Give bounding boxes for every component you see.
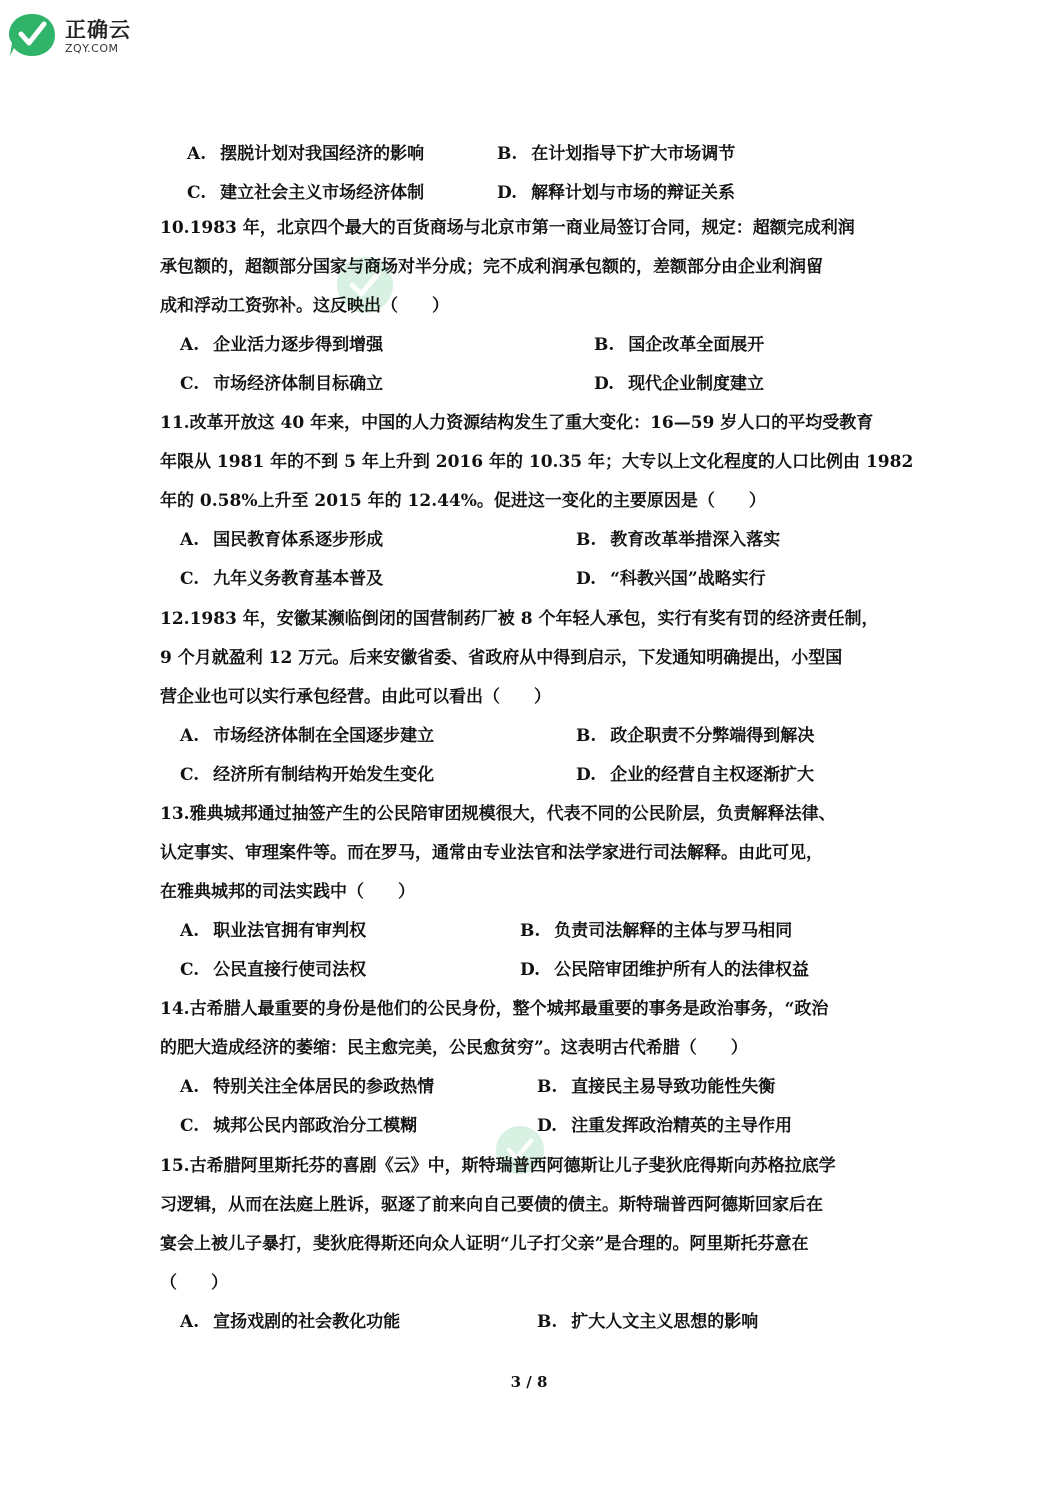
option: A. 市场经济体制在全国逐步建立 (180, 726, 435, 746)
question-stem: 成和浮动工资弥补。这反映出（ ） (160, 296, 449, 316)
option: C. 经济所有制结构开始发生变化 (180, 765, 435, 785)
question-stem: 营企业也可以实行承包经营。由此可以看出（ ） (160, 687, 551, 707)
option: D. 解释计划与市场的辩证关系 (497, 183, 736, 203)
question-stem: 14.古希腊人最重要的身份是他们的公民身份，整个城邦最重要的事务是政治事务，“政治 (160, 999, 829, 1019)
option: C. 市场经济体制目标确立 (180, 374, 384, 394)
option: D. “科教兴国”战略实行 (576, 569, 766, 589)
option: B. 负责司法解释的主体与罗马相同 (520, 921, 793, 941)
option: A. 企业活力逐步得到增强 (180, 335, 384, 355)
question-stem: 年限从 1981 年的不到 5 年上升到 2016 年的 10.35 年；大专以上文化程度的人口比例由 1982 (160, 452, 914, 472)
question-stem: 在雅典城邦的司法实践中（ ） (160, 882, 415, 902)
option: A. 特别关注全体居民的参政热情 (180, 1077, 435, 1097)
question-stem: 13.雅典城邦通过抽签产生的公民陪审团规模很大，代表不同的公民阶层，负责解释法律、 (160, 804, 836, 824)
question-stem: 习逻辑，从而在法庭上胜诉，驱逐了前来向自己要债的债主。斯特瑞普西阿德斯回家后在 (160, 1195, 823, 1215)
question-stem: 认定事实、审理案件等。而在罗马，通常由专业法官和法学家进行司法解释。由此可见， (160, 843, 823, 863)
question-stem: 12.1983 年，安徽某濒临倒闭的国营制药厂被 8 个年轻人承包，实行有奖有罚的经济责任制， (160, 609, 879, 629)
option: B. 国企改革全面展开 (594, 335, 765, 355)
option: C. 城邦公民内部政治分工模糊 (180, 1116, 418, 1136)
option: C. 九年义务教育基本普及 (180, 569, 384, 589)
question-stem: 宴会上被儿子暴打，斐狄庇得斯还向众人证明“儿子打父亲”是合理的。阿里斯托芬意在 (160, 1234, 809, 1254)
option: C. 公民直接行使司法权 (180, 960, 367, 980)
option: D. 现代企业制度建立 (594, 374, 765, 394)
option: A. 国民教育体系逐步形成 (180, 530, 384, 550)
option: B. 教育改革举措深入落实 (576, 530, 781, 550)
question-stem: 15.古希腊阿里斯托芬的喜剧《云》中，斯特瑞普西阿德斯让儿子斐狄庇得斯向苏格拉底学 (160, 1156, 836, 1176)
question-stem: 9 个月就盈利 12 万元。后来安徽省委、省政府从中得到启示，下发通知明确提出，小型国 (160, 648, 843, 668)
page-number: 3 / 8 (510, 1373, 548, 1391)
option: D. 企业的经营自主权逐渐扩大 (576, 765, 815, 785)
option: A. 职业法官拥有审判权 (180, 921, 367, 941)
logo-title: 正确云 (65, 18, 131, 42)
option: A. 摆脱计划对我国经济的影响 (187, 144, 425, 164)
option: B. 直接民主易导致功能性失衡 (537, 1077, 776, 1097)
zqy-check-icon (6, 10, 58, 60)
question-stem: （ ） (160, 1273, 228, 1293)
zqy-logo (6, 10, 136, 60)
option: B. 政企职责不分弊端得到解决 (576, 726, 815, 746)
option: D. 公民陪审团维护所有人的法律权益 (520, 960, 810, 980)
question-stem: 年的 0.58%上升至 2015 年的 12.44%。促进这一变化的主要原因是（ ） (160, 491, 766, 511)
option: D. 注重发挥政治精英的主导作用 (537, 1116, 793, 1136)
option: A. 宣扬戏剧的社会教化功能 (180, 1312, 401, 1332)
question-stem: 10.1983 年，北京四个最大的百货商场与北京市第一商业局签订合同，规定：超额完成利润 (160, 218, 855, 238)
question-stem: 承包额的，超额部分国家与商场对半分成；完不成利润承包额的，差额部分由企业利润留 (160, 257, 823, 277)
option: B. 在计划指导下扩大市场调节 (497, 144, 736, 164)
question-stem: 11.改革开放这 40 年来，中国的人力资源结构发生了重大变化：16—59 岁人口的平均受教育 (160, 413, 874, 433)
option: C. 建立社会主义市场经济体制 (187, 183, 425, 203)
option: B. 扩大人文主义思想的影响 (537, 1312, 759, 1332)
question-stem: 的肥大造成经济的萎缩：民主愈完美，公民愈贫穷”。这表明古代希腊（ ） (160, 1038, 748, 1058)
logo-subtitle: ZQY.COM (65, 42, 119, 55)
